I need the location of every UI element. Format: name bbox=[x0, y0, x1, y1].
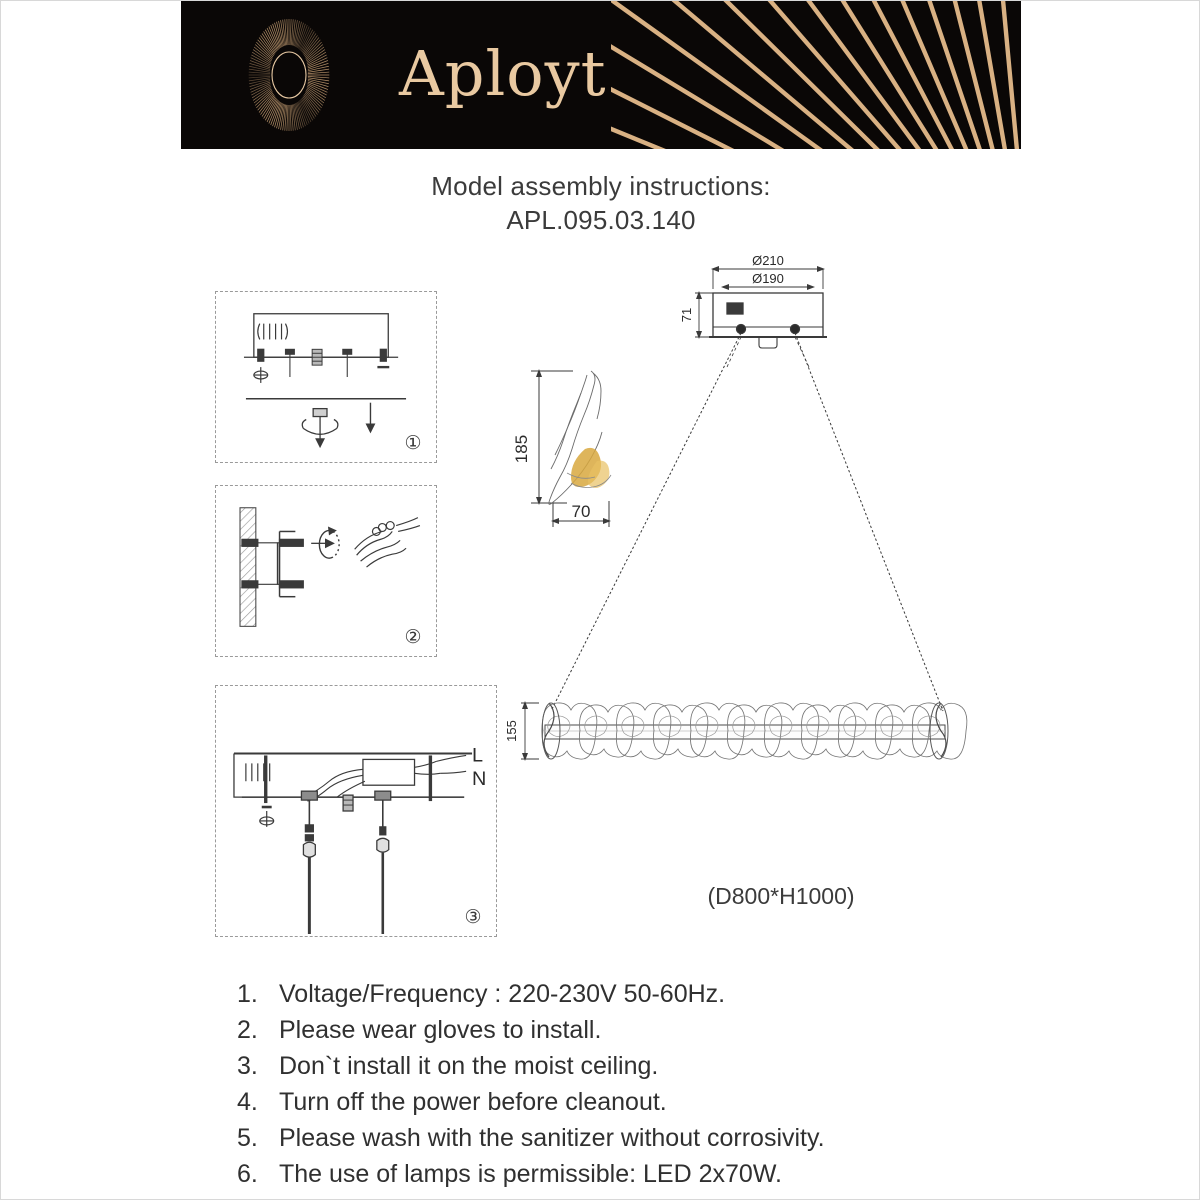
wiring-label-neutral: N bbox=[472, 768, 487, 791]
canopy-height-dim: 71 bbox=[679, 307, 694, 323]
note-item bbox=[237, 1049, 1097, 1084]
canopy-inner-diameter-dim: Ø190 bbox=[752, 271, 784, 286]
note-index: 1. bbox=[237, 980, 258, 1008]
product-assembly-drawing bbox=[491, 241, 1031, 841]
radiating-rays-icon bbox=[611, 1, 1021, 149]
note-text: Please wear gloves to install. bbox=[279, 1016, 602, 1044]
brand-banner bbox=[181, 1, 1021, 149]
note-text: Turn off the power before cleanout. bbox=[279, 1088, 667, 1116]
crystal-width-dim: 70 bbox=[571, 502, 591, 521]
step-panel-1 bbox=[215, 291, 437, 463]
note-index: 2. bbox=[237, 1016, 258, 1044]
note-text: The use of lamps is permissible: LED 2x70W. bbox=[279, 1160, 782, 1188]
step-3-number: ③ bbox=[464, 906, 482, 928]
note-item bbox=[237, 1157, 1097, 1192]
note-text: Please wash with the sanitizer without corrosivity. bbox=[279, 1124, 825, 1152]
note-item bbox=[237, 1085, 1097, 1120]
brand-name: Aployt bbox=[399, 37, 607, 110]
step-3-diagram bbox=[216, 686, 496, 936]
note-index: 6. bbox=[237, 1160, 258, 1188]
step-panel-2 bbox=[215, 485, 437, 657]
page-title bbox=[1, 169, 1200, 237]
note-text: Don`t install it on the moist ceiling. bbox=[279, 1052, 659, 1080]
page-title-model-code: APL.095.03.140 bbox=[506, 205, 696, 235]
instruction-notes-list bbox=[237, 977, 1097, 1193]
step-1-number: ① bbox=[404, 432, 422, 454]
wiring-label-live: L bbox=[472, 744, 484, 767]
note-item bbox=[237, 1013, 1097, 1048]
step-2-number: ② bbox=[404, 626, 422, 648]
body-height-dim: 155 bbox=[504, 720, 519, 742]
canopy-outer-diameter-dim: Ø210 bbox=[752, 253, 784, 268]
note-item bbox=[237, 1121, 1097, 1156]
note-index: 5. bbox=[237, 1124, 258, 1152]
note-item bbox=[237, 977, 1097, 1012]
overall-size-label: (D800*H1000) bbox=[707, 883, 855, 909]
sunburst-logo-icon bbox=[229, 15, 349, 135]
note-index: 4. bbox=[237, 1088, 258, 1116]
step-panel-3 bbox=[215, 685, 497, 937]
note-index: 3. bbox=[237, 1052, 258, 1080]
crystal-height-dim: 185 bbox=[512, 434, 531, 464]
note-text: Voltage/Frequency : 220-230V 50-60Hz. bbox=[279, 980, 726, 1008]
page-title-line-1: Model assembly instructions: bbox=[431, 171, 771, 201]
